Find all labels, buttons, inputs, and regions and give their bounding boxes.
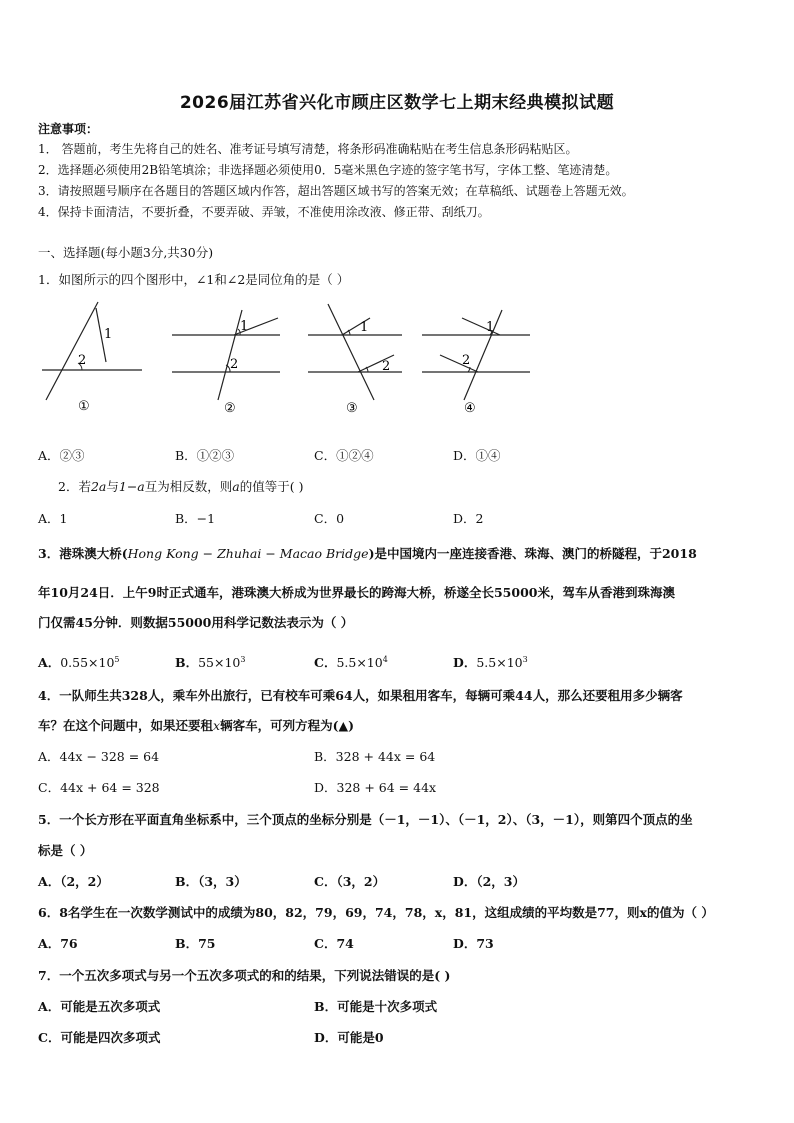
section-heading: 一、选择题(每小题3分,共30分) [38,245,214,260]
q1-option-d[interactable]: D．①④ [453,448,501,463]
q3-option-d-label: D． [453,655,477,670]
q2-option-c[interactable]: C．0 [314,511,345,526]
q3-option-a[interactable] [38,651,120,672]
q3-option-d-exp: 3 [522,655,528,664]
q1-option-a[interactable]: A．②③ [38,448,85,463]
q1-figure-3 [306,300,416,423]
q6-stem: 6．8名学生在一次数学测试中的成绩为80，82，79，69，74，78，x，81，这组成绩的平均数是77，则x的值为（ ） [38,905,714,920]
q3-line-1 [38,545,697,563]
q5-option-b[interactable]: B．（3，3） [175,874,247,889]
q2-option-d[interactable]: D．2 [453,511,484,526]
q5-option-d[interactable]: D．（2，3） [453,874,525,889]
q2-var: a [232,479,240,494]
q3-option-b-base: 55×10 [198,655,241,670]
q7-option-b[interactable]: B．可能是十次多项式 [314,999,438,1014]
q1-fig4-label: ④ [464,401,476,416]
q1-figure-4 [420,300,540,423]
q4-option-d[interactable]: D．328 + 64 = 44x [314,780,437,795]
q6-option-b[interactable]: B．75 [175,936,216,951]
q1-figure-3-svg [306,300,416,420]
q1-fig1-angle2: 2 [78,353,87,368]
q2-option-a[interactable]: A．1 [38,511,68,526]
q3-option-b-exp: 3 [240,655,246,664]
q1-fig1-label: ① [78,399,90,414]
q2-stem-a: 2．若 [58,479,91,494]
q5-option-a[interactable]: A．（2，2） [38,874,109,889]
q2-stem-c: 互为相反数，则 [144,479,233,494]
q2-stem-d: 的值等于( ) [239,479,304,494]
notice-item-1: 1． 答题前，考生先将自己的姓名、准考证号填写清楚，将条形码准确粘贴在考生信息条形码粘贴区。 [38,142,578,156]
q3-option-c-exp: 4 [382,655,388,664]
q7-stem: 7．一个五次多项式与另一个五次多项式的和的结果，下列说法错误的是( ) [38,968,451,983]
q4-line-1: 4．一队师生共328人，乘车外出旅行，已有校车可乘64人，如果租用客车，每辆可乘44人，那么还要租用多少辆客 [38,688,683,703]
q3-option-d-base: 5.5×10 [476,655,523,670]
q4-option-b[interactable]: B．328 + 44x = 64 [314,749,436,764]
q5-line-1: 5．一个长方形在平面直角坐标系中，三个顶点的坐标分别是（－1，－1）、（－1，2）、（3，－1），则第四个顶点的坐 [38,812,693,827]
q1-fig2-angle1: 1 [240,319,249,334]
q4-option-a[interactable]: A．44x − 328 = 64 [38,749,160,764]
q3-option-c[interactable] [314,651,388,672]
q2-option-b[interactable]: B．−1 [175,511,216,526]
q1-fig4-angle2: 2 [462,353,471,368]
q1-fig3-angle2: 2 [382,359,391,374]
q4-line-2 [38,717,354,735]
q1-figure-1 [38,300,148,423]
q3-line-3: 门仅需45分钟．则数据55000用科学记数法表示为（ ） [38,615,354,630]
q1-figure-2-svg [168,300,288,420]
q7-option-c[interactable]: C．可能是四次多项式 [38,1030,161,1045]
q3-option-a-exp: 5 [114,655,120,664]
q1-fig2-label: ② [224,401,236,416]
q3-line1-b: )是中国境内一座连接香港、珠海、澳门的桥隧程，于2018 [368,546,697,561]
q5-line-2: 标是（ ） [38,843,93,858]
notice-item-3: 3．请按照题号顺序在各题目的答题区域内作答，超出答题区域书写的答案无效；在草稿纸、试题卷上答题无效。 [38,184,634,198]
q3-option-c-label: C． [314,655,337,670]
notice-item-2: 2．选择题必须使用2B铅笔填涂；非选择题必须使用0．5毫米黑色字迹的签字笔书写，字体工整、笔迹清楚。 [38,163,618,177]
q4-line2-b: 辆客车，可列方程为(▲) [220,718,355,733]
q3-option-c-base: 5.5×10 [336,655,383,670]
q2-stem-b: 与 [106,479,119,494]
q4-var: x [213,718,221,733]
q2-stem [58,478,303,496]
q6-option-a[interactable]: A．76 [38,936,78,951]
q2-expr1: 2a [90,479,107,494]
q5-option-c[interactable]: C．（3，2） [314,874,386,889]
q1-option-b[interactable]: B．①②③ [175,448,235,463]
q1-stem: 1．如图所示的四个图形中，∠1和∠2是同位角的是（ ） [38,272,350,287]
q4-option-c[interactable]: C．44x + 64 = 328 [38,780,160,795]
q4-line2-a: 车？在这个问题中，如果还要租 [38,718,214,733]
q3-option-d[interactable] [453,651,528,672]
q6-option-c[interactable]: C．74 [314,936,354,951]
q3-option-a-label: A． [38,655,61,670]
q1-option-c[interactable]: C．①②④ [314,448,374,463]
q3-line-2: 年10月24日．上午9时正式通车，港珠澳大桥成为世界最长的跨海大桥，桥遂全长55000米，驾车从香港到珠海澳 [38,585,675,600]
q3-line1-en: Hong Kong − Zhuhai − Macao Bridge [127,546,369,561]
q1-fig4-angle1: 1 [486,320,495,335]
q3-option-b[interactable] [175,651,245,672]
q1-fig2-angle2: 2 [230,357,239,372]
q1-figure-1-svg [38,300,148,420]
q7-option-a[interactable]: A．可能是五次多项式 [38,999,161,1014]
q1-figure-2 [168,300,288,423]
page-title: 2026届江苏省兴化市顾庄区数学七上期末经典模拟试题 [179,93,615,113]
q1-figure-4-svg [420,300,540,420]
q1-fig3-label: ③ [346,401,358,416]
q3-option-b-label: B． [175,655,199,670]
q3-line1-a: 3．港珠澳大桥( [38,546,128,561]
q7-option-d[interactable]: D．可能是0 [314,1030,384,1045]
q3-option-a-base: 0.55×10 [60,655,115,670]
q6-option-d[interactable]: D．73 [453,936,494,951]
notice-item-4: 4．保持卡面清洁，不要折叠，不要弄破、弄皱，不准使用涂改液、修正带、刮纸刀。 [38,205,490,219]
q1-fig3-angle1: 1 [360,320,369,335]
notice-heading: 注意事项： [38,122,99,136]
q1-fig1-angle1: 1 [104,327,113,342]
q2-expr2: 1−a [118,479,145,494]
